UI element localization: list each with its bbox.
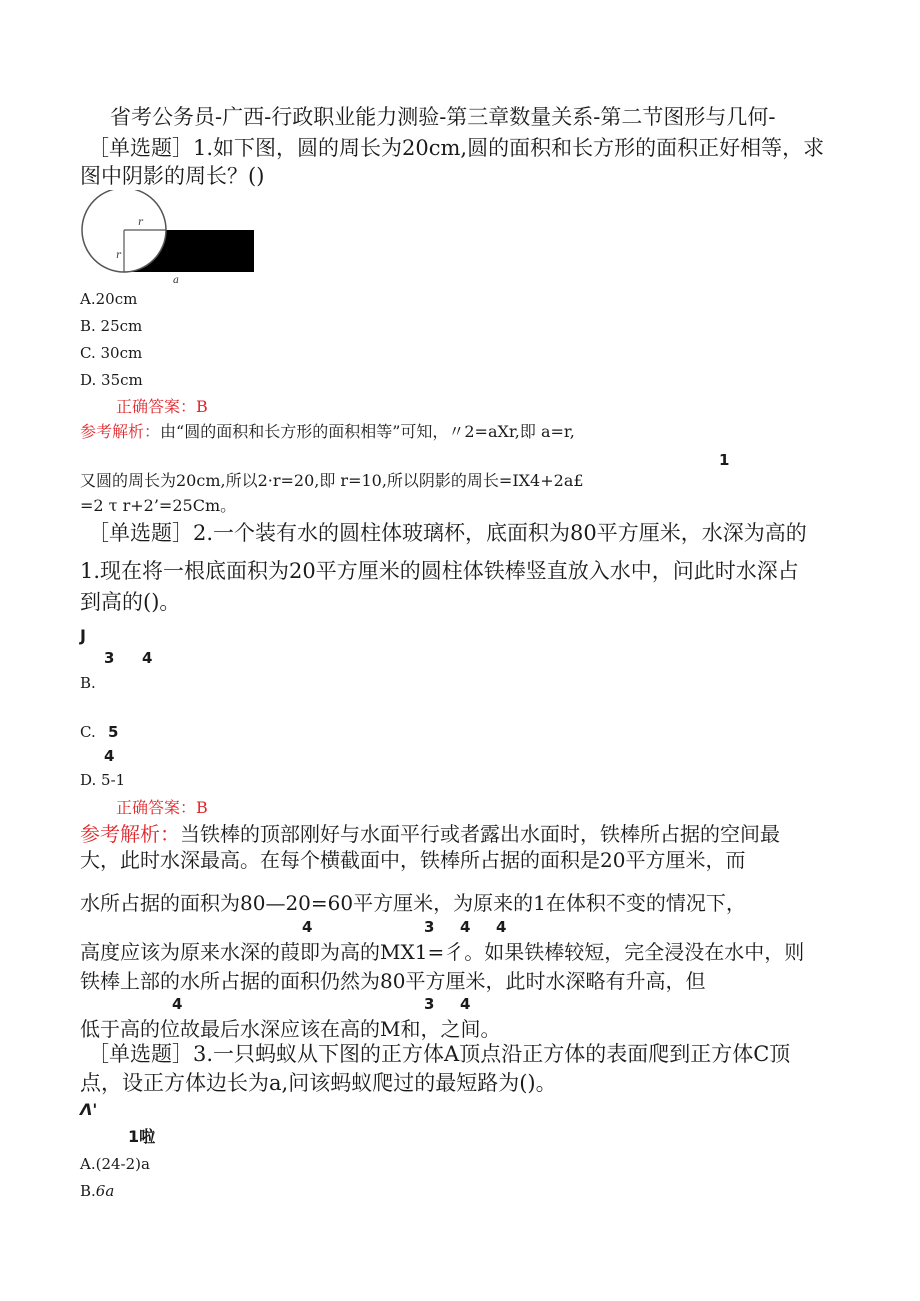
q1-analysis-line1 [80, 424, 575, 440]
q1-answer-label: 正确答案：B [116, 397, 208, 416]
q1-label-a: a [173, 275, 179, 286]
q1-label-r-top: r [138, 217, 143, 228]
q2-fraction-3: 3 [104, 649, 115, 667]
q2-row1-fraction-c: 4 [460, 918, 471, 936]
q1-analysis-text1: 由“圆的面积和长方形的面积相等”可知，〃2=aXr,即 a=r, [160, 422, 575, 441]
q2-stem-line2: 1.现在将一根底面积为20平方厘米的圆柱体铁棒竖直放入水中，问此时水深占 [80, 559, 799, 583]
q2-option-c: C. [80, 723, 96, 741]
q1-analysis-line2: 又圆的周长为20cm,所以2·r=20,即 r=10,所以阴影的周长=IX4+2a£ [80, 471, 584, 490]
q2-option-c-denominator: 4 [104, 747, 115, 765]
q2-row2-fraction-b: 3 [424, 995, 435, 1013]
q3-stem-line1: ［单选题］3.一只蚂蚁从下图的正方体A顶点沿正方体的表面爬到正方体C顶 [88, 1042, 791, 1066]
q1-analysis-fraction: 1 [719, 451, 730, 469]
q2-option-c-numerator: 5 [108, 723, 119, 741]
q1-figure [80, 190, 260, 286]
q1-stem-line1: ［单选题］1.如下图，圆的周长为20cm,圆的面积和长方形的面积正好相等，求 [88, 136, 825, 160]
q1-option-d: D. 35cm [80, 371, 143, 389]
q1-analysis-line3: =2 τ r+2’=25Cm。 [80, 496, 237, 515]
q2-row1-fraction-a: 4 [302, 918, 313, 936]
q2-analysis-text1: 当铁棒的顶部刚好与水面平行或者露出水面时，铁棒所占据的空间最 [180, 822, 780, 846]
q3-option-b-value: 6a [95, 1182, 115, 1200]
q2-option-b: B. [80, 674, 96, 692]
q2-analysis-line2: 大，此时水深最高。在每个横截面中，铁棒所占据的面积是20平方厘米，而 [80, 848, 746, 872]
q2-analysis-line6: 低于高的位故最后水深应该在高的M和，之间。 [80, 1017, 501, 1041]
q2-answer [116, 800, 208, 816]
q2-row2-fraction-c: 4 [460, 995, 471, 1013]
q2-analysis-line3: 水所占据的面积为80—20=60平方厘米，为原来的1在体积不变的情况下， [80, 891, 746, 915]
q3-formula: 1啦 [128, 1127, 156, 1146]
q2-row1-fraction-b: 3 [424, 918, 435, 936]
q2-analysis-line5: 铁棒上部的水所占据的面积仍然为80平方厘米，此时水深略有升高，但 [80, 969, 706, 993]
q3-option-b-prefix: B. [80, 1182, 96, 1200]
q2-option-d: D. 5-1 [80, 771, 126, 789]
q2-fraction-4: 4 [142, 649, 153, 667]
q2-analysis-line1 [80, 824, 780, 844]
q1-label-r-side: r [116, 250, 121, 261]
q1-option-b: B. 25cm [80, 317, 143, 335]
q1-analysis-label: 参考解析： [80, 422, 161, 441]
q3-figure-mark: Λ' [80, 1100, 98, 1119]
page-title: 省考公务员-广西-行政职业能力测验-第三章数量关系-第二节图形与几何- [110, 105, 776, 129]
q1-answer [116, 399, 208, 415]
q2-stem-line3: 到高的()。 [80, 590, 181, 614]
q3-option-a: A.(24-2)a [80, 1155, 150, 1173]
q2-analysis-line4: 高度应该为原来水深的葭即为高的MX1=彳。如果铁棒较短，完全浸没在水中，则 [80, 940, 805, 964]
q1-option-c: C. 30cm [80, 344, 143, 362]
q3-stem-line2: 点，设正方体边长为a,问该蚂蚁爬过的最短路为()。 [80, 1071, 557, 1095]
q3-option-b [80, 1184, 114, 1199]
q2-answer-label: 正确答案：B [116, 798, 208, 817]
q2-row2-fraction-a: 4 [172, 995, 183, 1013]
q2-option-a-mark: J [80, 626, 86, 645]
q2-stem-line1: ［单选题］2.一个装有水的圆柱体玻璃杯，底面积为80平方厘米，水深为高的 [88, 521, 807, 545]
q2-analysis-label: 参考解析： [80, 822, 180, 846]
q2-row1-fraction-d: 4 [496, 918, 507, 936]
q1-option-a: A.20cm [80, 290, 138, 308]
q1-stem-line2: 图中阴影的周长？() [80, 164, 265, 188]
